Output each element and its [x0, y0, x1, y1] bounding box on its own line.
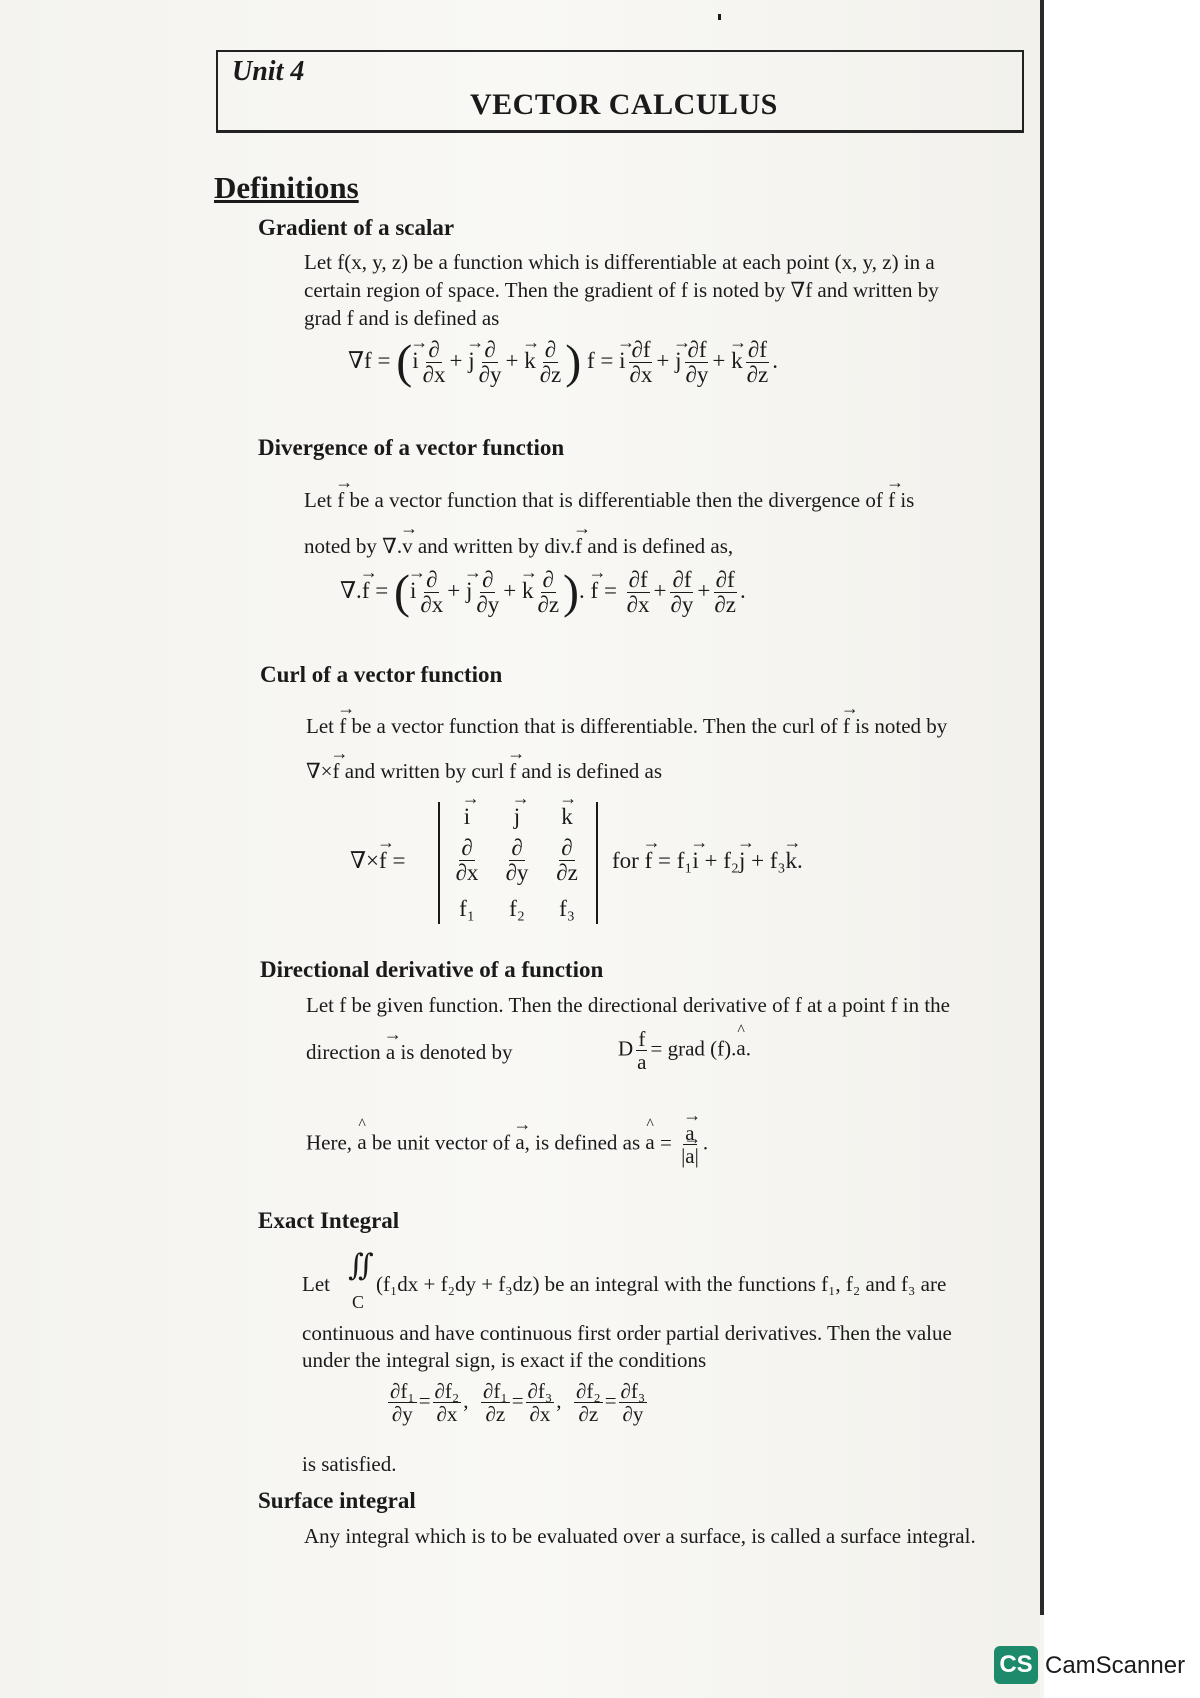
directional-line-3: Here, ^ a be unit vector of → a, is defined as ^ a = → $\frac{a}{|\to a|}$ . [306, 1122, 708, 1167]
det-dy: $\frac{\partial}{\partial y}$ [505, 835, 529, 886]
det-i: → i [442, 804, 492, 830]
exact-line-1: (f₁dx + f₂dy + f₃dz) be an integral with the functions f₁, f₂ and f₃ are [376, 1272, 947, 1296]
divergence-line-1: Let → f be a vector function that is differentiable then the divergence of → f is [304, 488, 914, 513]
camscanner-logo: CS [994, 1646, 1038, 1684]
exact-heading: Exact Integral [258, 1208, 400, 1233]
integral-subscript: C [352, 1292, 365, 1312]
curl-lhs: ∇×→ f = [350, 848, 405, 874]
section-heading: Definitions [214, 170, 359, 205]
exact-line-4: is satisfied. [302, 1452, 397, 1476]
directional-line-2: direction → a is denoted by [306, 1040, 512, 1065]
divergence-line-2: noted by ∇.→ v and written by div.→ f and is defined as, [304, 534, 733, 559]
directional-formula: D $\frac{f}{a}$ = grad (f).^ a. [618, 1028, 751, 1073]
gradient-line-1: Let f(x, y, z) be a function which is differentiable at each point (x, y, z) in a [304, 250, 935, 274]
det-f1: f₁ [459, 896, 475, 921]
exact-line-3: under the integral sign, is exact if the conditions [302, 1348, 707, 1372]
double-integral-icon: ∬ [348, 1249, 374, 1282]
gradient-formula: ∇f = (→ i $\frac{\partial}{\partial x}$ + → j $\frac{\partial}{\partial y}$ + → k $\frac{\partial}{\partial z}$ ) f = → i $\frac{\partial f}{\partial x}$ + → j $\frac{\partial f}{\partial y}$ + → k $\frac{\partial f}{\partial z}$ . [348, 338, 778, 387]
page-edge [1040, 0, 1044, 1615]
exact-line-2: continuous and have continuous first order partial derivatives. Then the value [302, 1321, 952, 1345]
directional-heading: Directional derivative of a function [260, 957, 604, 982]
det-dx: $\frac{\partial}{\partial x}$ [455, 835, 479, 886]
exact-conditions: $\frac{\text{∂f₁}}{\partial y}$ = $\frac{\text{∂f₂}}{\partial x}$ , $\frac{\text{∂f₁}}{\partial z}$ = $\frac{\text{∂f₃}}{\partial x}$ , $\frac{\text{∂f₂}}{\partial z}$ = $\frac{\text{∂f₃}}{\partial y}$ [390, 1379, 646, 1427]
directional-line-1: Let f be given function. Then the directional derivative of f at a point f in the [306, 993, 950, 1017]
gradient-line-2: certain region of space. Then the gradient of f is noted by ∇f and written by [304, 278, 939, 302]
curl-heading: Curl of a vector function [260, 662, 503, 687]
det-k: → k [542, 804, 592, 830]
det-j: → j [492, 804, 542, 830]
curl-line-1: Let → f be a vector function that is differentiable. Then the curl of → f is noted by [306, 714, 947, 739]
page-margin [1044, 0, 1200, 1698]
curl-condition: for → f = f₁→ i + f₂→ j + f₃→ k. [612, 848, 803, 874]
curl-determinant [438, 802, 598, 924]
surface-line-1: Any integral which is to be evaluated over a surface, is called a surface integral. [304, 1524, 976, 1548]
divergence-heading: Divergence of a vector function [258, 435, 565, 460]
gradient-heading: Gradient of a scalar [258, 215, 455, 240]
divergence-formula: ∇.→ f = (→ i $\frac{\partial}{\partial x}$ + → j $\frac{\partial}{\partial y}$ + → k $\frac{\partial}{\partial z}$ ). → f = $\frac{\partial f}{\partial x}$ + $\frac{\partial f}{\partial y}$ + $\frac{\partial f}{\partial z}$ . [340, 568, 746, 617]
exact-let: Let [302, 1272, 330, 1296]
det-dz: $\frac{\partial}{\partial z}$ [556, 835, 578, 886]
surface-heading: Surface integral [258, 1488, 416, 1513]
gradient-line-3: grad f and is defined as [304, 306, 500, 330]
curl-line-2: ∇×→ f and written by curl → f and is defined as [306, 759, 662, 784]
camscanner-text: CamScanner [1045, 1652, 1186, 1679]
unit-label: Unit 4 [232, 56, 305, 87]
det-f3: f₃ [559, 896, 575, 921]
scan-speck [718, 14, 721, 20]
page-title: VECTOR CALCULUS [470, 88, 778, 121]
det-f2: f₂ [509, 896, 525, 921]
